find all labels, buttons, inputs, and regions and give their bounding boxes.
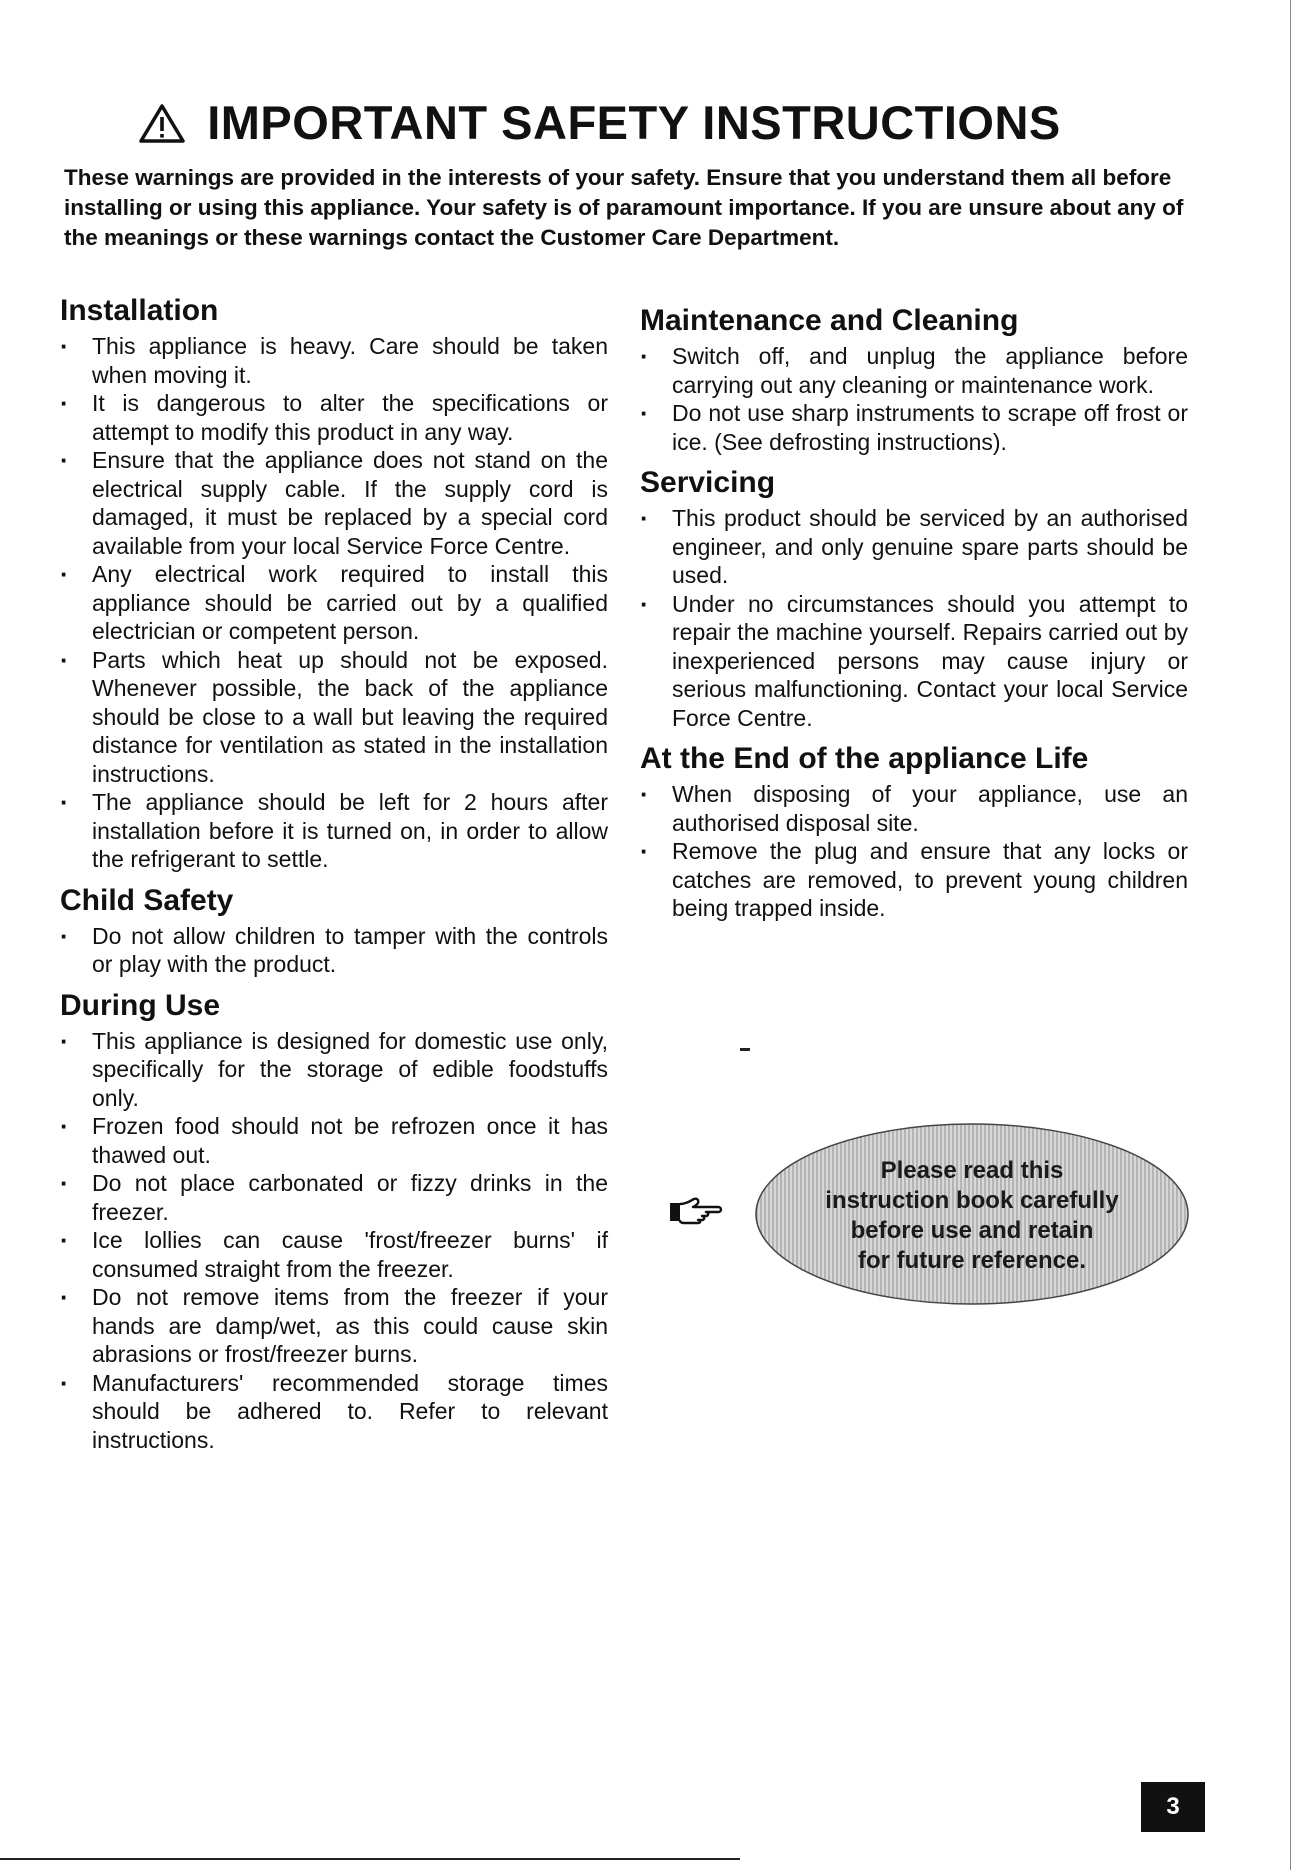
list-item: · Switch off, and unplug the appliance before carrying out any cleaning or maintenance work.: [640, 342, 1188, 399]
right-column: [640, 296, 1188, 931]
bottom-rule: [0, 1858, 740, 1860]
list-item: · Any electrical work required to install this appliance should be carried out by a qualified electrician or competent person.: [60, 560, 608, 646]
maintenance-heading: Maintenance and Cleaning: [640, 304, 1019, 337]
list-item: · It is dangerous to alter the specifications or attempt to modify this product in any way.: [60, 389, 608, 446]
left-column: [60, 292, 608, 1462]
list-item: · Frozen food should not be refrozen once it has thawed out.: [60, 1112, 608, 1169]
page-title: [0, 93, 1200, 157]
warning-triangle-icon: [139, 97, 185, 157]
list-item: · Ensure that the appliance does not stand on the electrical supply cable. If the supply cord is damaged, it must be replaced by a special cord available from your local Service Force Centre.: [60, 446, 608, 560]
servicing-heading: Servicing: [640, 466, 776, 499]
list-item: · This product should be serviced by an authorised engineer, and only genuine spare parts should be used.: [640, 504, 1188, 590]
callout-line: for future reference.: [857, 1247, 1087, 1274]
list-item: · The appliance should be left for 2 hours after installation before it is turned on, in order to allow the refrigerant to settle.: [60, 788, 608, 874]
list-item: · Manufacturers' recommended storage times should be adhered to. Refer to relevant instructions.: [60, 1369, 608, 1455]
pointing-hand-icon: [668, 1196, 724, 1231]
list-item: · When disposing of your appliance, use an authorised disposal site.: [640, 780, 1188, 837]
list-item: · Ice lollies can cause 'frost/freezer burns' if consumed straight from the freezer.: [60, 1226, 608, 1283]
callout-line: instruction book carefully: [825, 1187, 1119, 1214]
end-of-life-heading: At the End of the appliance Life: [640, 742, 1089, 775]
maintenance-list: [640, 342, 1188, 456]
list-item: · Do not use sharp instruments to scrape off frost or ice. (See defrosting instructions).: [640, 399, 1188, 456]
list-item: · Do not allow children to tamper with the controls or play with the product.: [60, 922, 608, 979]
read-instructions-callout: [752, 1120, 1192, 1308]
during-use-heading: During Use: [60, 988, 221, 1022]
callout-text: [752, 1156, 1192, 1276]
page-number: 3: [1141, 1782, 1205, 1832]
list-item: · This appliance is designed for domestic use only, specifically for the storage of edible foodstuffs only.: [60, 1027, 608, 1113]
child-safety-list: [60, 922, 608, 979]
callout-line: Please read this: [880, 1157, 1064, 1184]
during-use-list: [60, 1027, 608, 1455]
list-item: · Do not remove items from the freezer if your hands are damp/wet, as this could cause skin abrasions or frost/freezer burns.: [60, 1283, 608, 1369]
end-of-life-list: [640, 780, 1188, 923]
list-item: · Under no circumstances should you attempt to repair the machine yourself. Repairs carried out by inexperienced persons may cause injury or serious malfunctioning. Contact your local Service Force Centre.: [640, 590, 1188, 733]
installation-heading: Installation: [60, 294, 219, 327]
list-item: · This appliance is heavy. Care should be taken when moving it.: [60, 332, 608, 389]
child-safety-heading: Child Safety: [60, 883, 234, 917]
intro-paragraph: These warnings are provided in the interests of your safety. Ensure that you understand them all before installing or using this appliance. Your safety is of paramount importance. If you are unsure about any of the meanings or these warnings contact the Customer Care Department.: [64, 164, 1184, 250]
dash-mark: [740, 1048, 750, 1051]
installation-list: [60, 332, 608, 874]
page-edge-rule: [1290, 0, 1291, 1870]
list-item: · Parts which heat up should not be exposed. Whenever possible, the back of the appliance should be close to a wall but leaving the required distance for ventilation as stated in the installation instructions.: [60, 646, 608, 789]
page-title-text: IMPORTANT SAFETY INSTRUCTIONS: [207, 96, 1061, 150]
list-item: · Do not place carbonated or fizzy drinks in the freezer.: [60, 1169, 608, 1226]
servicing-list: [640, 504, 1188, 732]
list-item: · Remove the plug and ensure that any locks or catches are removed, to prevent young children being trapped inside.: [640, 837, 1188, 923]
callout-line: before use and retain: [850, 1217, 1094, 1244]
